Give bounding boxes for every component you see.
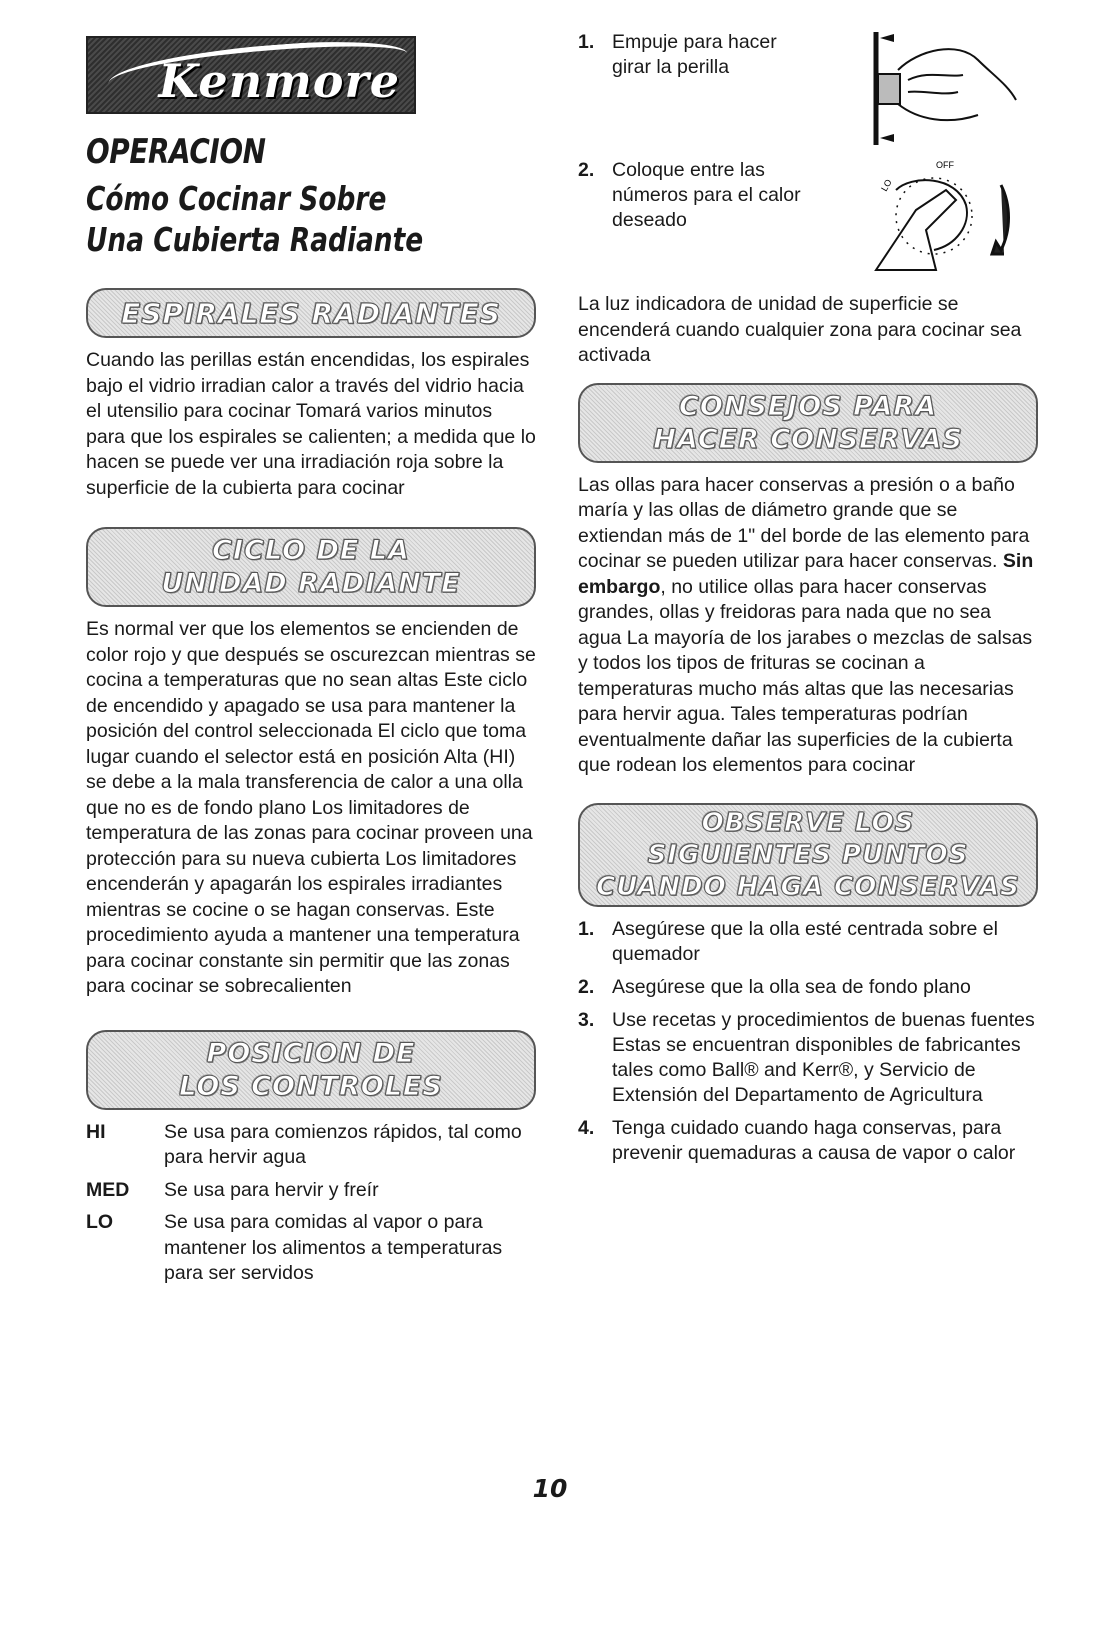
- banner-espirales-radiantes: [86, 288, 536, 338]
- knob-turn-illustration: [816, 150, 1016, 280]
- banner-text: ESPIRALES RADIANTES: [121, 296, 501, 330]
- list-number: 2.: [578, 975, 595, 998]
- subtitle-line-2: Una Cubierta Radiante: [86, 220, 424, 259]
- right-column: [578, 30, 1038, 1174]
- list-item: [578, 1008, 1038, 1108]
- banner-observe-puntos: [578, 803, 1038, 907]
- step-number: 2.: [578, 159, 595, 181]
- knob-off-label: OFF: [936, 160, 954, 170]
- list-item: [578, 917, 1038, 967]
- list-text: Use recetas y procedimientos de buenas fuentes Estas se encuentran disponibles de fabricantes tales como Ball® and Kerr®, y Servicio de Extensión del Departamento de Agricultura: [612, 1008, 1035, 1106]
- list-number: 4.: [578, 1116, 595, 1139]
- banner-consejos-conservas: [578, 383, 1038, 463]
- control-row-hi: [86, 1120, 536, 1171]
- control-key: LO: [86, 1211, 114, 1233]
- consejos-paragraph: [578, 473, 1038, 779]
- list-text: Asegúrese que la olla sea de fondo plano: [612, 975, 971, 998]
- list-item: [578, 1116, 1038, 1166]
- banner-ciclo-unidad: [86, 527, 536, 607]
- indicator-paragraph: La luz indicadora de unidad de superficie se encenderá cuando cualquier zona para cocinar sea activada: [578, 293, 1022, 366]
- control-key: HI: [86, 1120, 106, 1143]
- step-text: Coloque entre las números para el calor deseado: [612, 159, 801, 231]
- consejos-bold: Sin embargo: [578, 550, 1034, 598]
- control-key: MED: [86, 1178, 130, 1201]
- logo-text: Kenmore: [158, 54, 400, 108]
- controls-list: [86, 1120, 536, 1287]
- step-item: [578, 158, 808, 233]
- consejos-text-a: Las ollas para hacer conservas a presión o a baño maría y las ollas de diámetro grande que se extiendan más de 1" del borde de las elemento para cocinar se pueden utilizar para hacer conservas.: [578, 473, 1030, 572]
- control-desc: Se usa para comidas al vapor o para mantener los alimentos a temperaturas para ser servidos: [164, 1211, 503, 1284]
- step-push-knob: [578, 30, 1038, 140]
- banner-text: POSICION DE LOS CONTROLES: [179, 1037, 443, 1102]
- step-number: 1.: [578, 31, 595, 53]
- control-row-lo: [86, 1210, 536, 1287]
- subtitle: [86, 178, 446, 260]
- control-desc: Se usa para hervir y freír: [164, 1178, 379, 1201]
- subtitle-line-1: Cómo Cocinar Sobre: [86, 179, 387, 218]
- consejos-text-b: , no utilice ollas para hacer conservas grandes, ollas y freidoras para nada que no sea agua La mayoría de los jarabes o mezclas de salsas y todos los tipos de frituras se cocinan a temperaturas mucho más altas que las necesarias para hervir agua. Tales temperaturas podrían eventualmente dañar las superficies de la cubierta que rodean los elementos para cocinar: [578, 575, 1033, 776]
- list-number: 1.: [578, 917, 595, 940]
- ciclo-paragraph: Es normal ver que los elementos se encienden de color rojo y que después se oscurezcan mientras se cocina a temperaturas que no sean altas Este ciclo de encendido y apagado se usa para mantener la posición del control seleccionada El ciclo que toma lugar cuando el selector está en posición Alta (HI) se debe a la mala transferencia de calor a una olla que no es de fondo plano Los limitadores de temperatura de las zonas para cocinar proveen una protección para su nueva cubierta Los limitadores encenderán y apagarán los espirales irradiantes mientras se cocine o se hagan conservas. Este procedimiento ayuda a mantener una temperatura para cocinar constante sin permitir que las zonas para cocinar se sobrecalienten: [86, 618, 536, 997]
- control-desc: Se usa para comienzos rápidos, tal como para hervir agua: [164, 1120, 522, 1168]
- page-number: 10: [532, 1474, 568, 1503]
- section-title: OPERACION: [86, 132, 266, 172]
- step-text: Empuje para hacer girar la perilla: [612, 31, 777, 78]
- banner-posicion-controles: [86, 1030, 536, 1110]
- left-column: [86, 30, 536, 1294]
- banner-text: OBSERVE LOS SIGUIENTES PUNTOS CUANDO HAGA CONSERVAS: [596, 807, 1020, 902]
- canning-points-list: [578, 917, 1038, 1166]
- hand-push-knob-illustration: [868, 30, 1018, 150]
- knob-lo-label: LO: [879, 177, 894, 193]
- list-item: [578, 975, 1038, 1000]
- list-text: Tenga cuidado cuando haga conservas, para prevenir quemaduras a causa de vapor o calor: [612, 1116, 1016, 1164]
- step-item: [578, 30, 808, 80]
- banner-text: CICLO DE LA UNIDAD RADIANTE: [161, 535, 461, 599]
- espirales-paragraph: Cuando las perillas están encendidas, los espirales bajo el vidrio irradian calor a través del vidrio hacia el utensilio para cocinar Tomará varios minutos para que los espirales se calienten; a medida que lo hacen se puede ver una irradiación roja sobre la superficie de la cubierta para cocinar: [86, 349, 536, 499]
- list-text: Asegúrese que la olla esté centrada sobre el quemador: [612, 917, 998, 965]
- list-number: 3.: [578, 1008, 595, 1031]
- banner-text: CONSEJOS PARA HACER CONSERVAS: [653, 390, 963, 455]
- step-set-heat: [578, 158, 1038, 288]
- control-row-med: [86, 1178, 536, 1204]
- kenmore-logo: [86, 36, 416, 114]
